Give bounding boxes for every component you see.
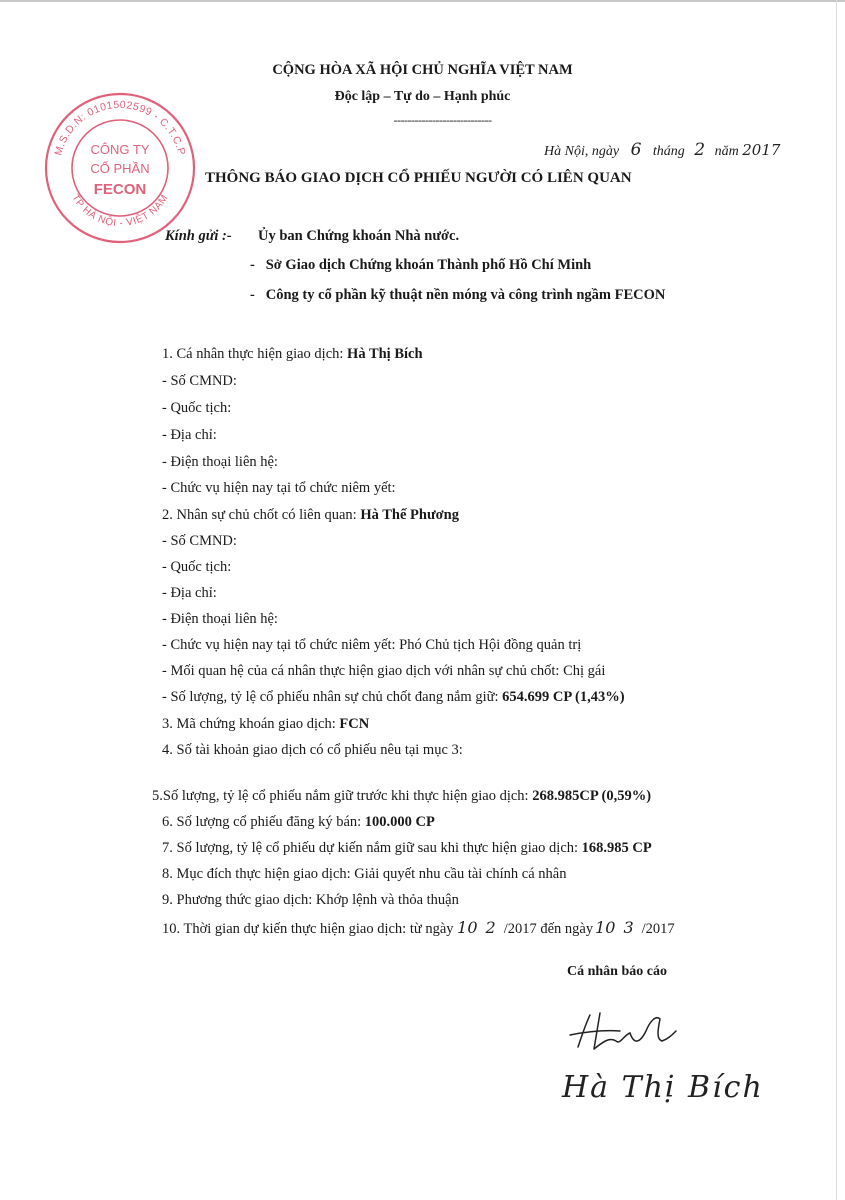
line-value: Hà Thị Bích (347, 346, 423, 362)
line-18 (162, 814, 435, 831)
period-to-label: đến ngày (540, 921, 594, 937)
line-label: 9. Phương thức giao dịch: Khớp lệnh và thỏa thuận (162, 892, 459, 908)
period-to-month: 3 (623, 918, 634, 937)
handwritten-signature (560, 1005, 680, 1060)
line-label: 8. Mục đích thực hiện giao dịch: Giải quyết nhu cầu tài chính cá nhân (162, 866, 567, 882)
recipient-2 (250, 257, 591, 274)
line-value: 168.985 CP (581, 840, 652, 856)
seal-center-line-3: FECON (93, 181, 147, 198)
line-3 (162, 400, 231, 417)
recipient-3-text: Công ty cổ phần kỹ thuật nền móng và công trình ngầm FECON (265, 287, 666, 303)
scan-edge-top (0, 0, 845, 2)
line-label: 7. Số lượng, tỷ lệ cổ phiếu dự kiến nắm giữ sau khi thực hiện giao dịch: (162, 840, 582, 856)
seal-center-line-1: CÔNG TY (90, 142, 150, 157)
company-seal (40, 88, 200, 248)
line-value: 268.985CP (0,59%) (532, 788, 652, 804)
recipient-3 (250, 287, 665, 304)
line-period (162, 918, 675, 938)
line-label: - Số CMND: (162, 533, 237, 549)
line-17 (152, 788, 651, 805)
document-title: THÔNG BÁO GIAO DỊCH CỔ PHIẾU NGƯỜI CÓ LIÊN QUAN (205, 170, 632, 186)
date-month: 2 (694, 140, 706, 160)
header-rule: ---------------------------- (393, 113, 492, 127)
national-motto: Độc lập – Tự do – Hạnh phúc (334, 89, 511, 104)
line-8 (162, 533, 237, 550)
line-label: - Chức vụ hiện nay tại tổ chức niêm yết: (162, 480, 396, 496)
line-label: - Chức vụ hiện nay tại tổ chức niêm yết: Phó Chủ tịch Hội đồng quản trị (162, 637, 582, 653)
signature-caption: Cá nhân báo cáo (567, 964, 667, 979)
line-label: 4. Số tài khoản giao dịch có cổ phiếu nêu tại mục 3: (162, 742, 463, 758)
line-label: - Địa chỉ: (162, 427, 217, 443)
line-11 (162, 611, 278, 628)
line-13 (162, 663, 605, 680)
national-title: CỘNG HÒA XÃ HỘI CHỦ NGHĨA VIỆT NAM (272, 62, 573, 78)
line-6 (162, 480, 396, 497)
line-label: - Quốc tịch: (162, 400, 232, 416)
line-label: - Mối quan hệ của cá nhân thực hiện giao dịch với nhân sự chủ chốt: Chị gái (162, 663, 606, 679)
document-date (544, 140, 780, 160)
line-20 (162, 866, 566, 883)
date-month-label: tháng (652, 144, 685, 159)
recipient-1: Ủy ban Chứng khoán Nhà nước. (258, 228, 460, 244)
period-to-year: /2017 (641, 921, 675, 937)
period-from-day: 10 (457, 918, 478, 937)
line-21 (162, 892, 459, 909)
signer-name-handwritten: Hà Thị Bích (562, 1070, 764, 1105)
date-prefix: Hà Nội, ngày (544, 144, 620, 159)
line-10 (162, 585, 217, 602)
line-4 (162, 427, 217, 444)
period-from-month: 2 (485, 918, 496, 937)
line-label: 1. Cá nhân thực hiện giao dịch: (162, 346, 348, 362)
date-day: 6 (630, 140, 642, 160)
seal-center-line-2: CỔ PHẦN (90, 161, 150, 176)
date-year: 2017 (742, 141, 781, 159)
line-9 (162, 559, 231, 576)
line-value: Hà Thế Phương (360, 507, 459, 523)
line-value: 100.000 CP (364, 814, 435, 830)
line-5 (162, 454, 278, 471)
period-prefix: 10. Thời gian dự kiến thực hiện giao dịch: từ ngày (162, 921, 454, 937)
line-label: 2. Nhân sự chủ chốt có liên quan: (162, 507, 361, 523)
line-12 (162, 637, 581, 654)
line-14 (162, 689, 625, 706)
recipient-dash: - (250, 287, 266, 303)
line-2 (162, 373, 237, 390)
line-label: 5.Số lượng, tỷ lệ cổ phiếu nắm giữ trước khi thực hiện giao dịch: (152, 788, 533, 804)
line-label: - Số CMND: (162, 373, 237, 389)
seal-ring-top-text: M.S.D.N: 0101502599 - C.T.C.P (52, 98, 188, 157)
line-7 (162, 507, 459, 524)
line-15 (162, 716, 369, 733)
seal-ring-bottom-text: TP HÀ NỘI - VIỆT NAM (69, 192, 171, 230)
line-label: 3. Mã chứng khoán giao dịch: (162, 716, 340, 732)
recipient-2-text: Sở Giao dịch Chứng khoán Thành phố Hồ Chí Minh (265, 257, 592, 273)
line-label: - Quốc tịch: (162, 559, 232, 575)
line-label: 6. Số lượng cổ phiếu đăng ký bán: (162, 814, 365, 830)
line-value: 654.699 CP (1,43%) (502, 689, 625, 705)
line-19 (162, 840, 652, 857)
line-label: - Điện thoại liên hệ: (162, 454, 278, 470)
recipients-label: Kính gửi :- (165, 228, 232, 244)
line-1 (162, 346, 423, 363)
line-label: - Địa chỉ: (162, 585, 217, 601)
period-to-day: 10 (595, 918, 616, 937)
line-label: - Điện thoại liên hệ: (162, 611, 278, 627)
period-from-year: /2017 (503, 921, 537, 937)
date-year-label: năm (714, 144, 739, 159)
line-value: FCN (339, 716, 370, 732)
scan-edge-right (836, 0, 837, 1200)
line-16 (162, 742, 463, 759)
recipient-dash: - (250, 257, 266, 273)
line-label: - Số lượng, tỷ lệ cổ phiếu nhân sự chủ chốt đang nắm giữ: (162, 689, 503, 705)
